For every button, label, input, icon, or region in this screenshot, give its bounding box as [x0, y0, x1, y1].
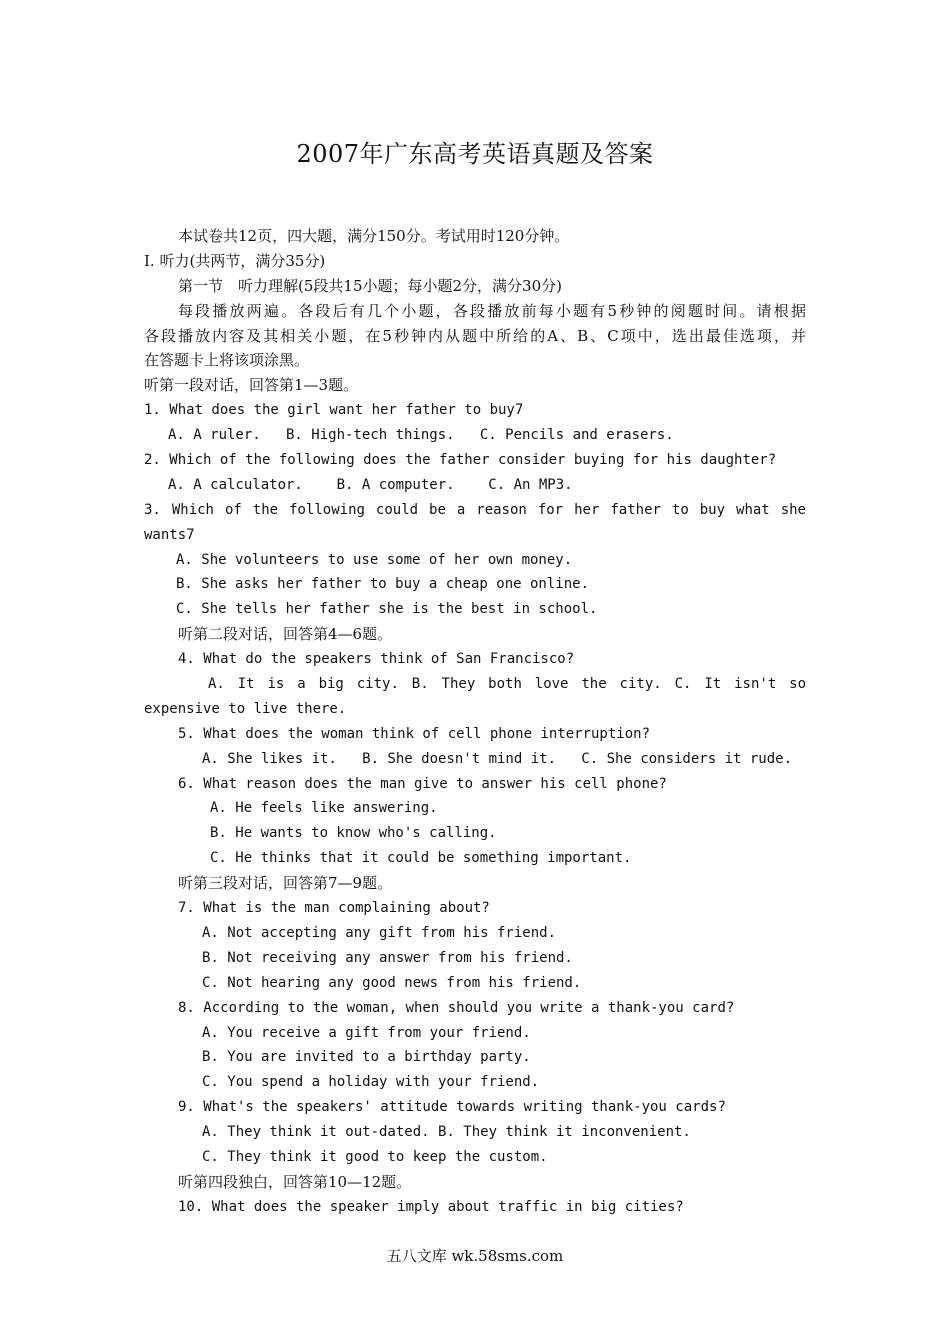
question: 9. What's the speakers' attitude towards writing thank-you cards?: [178, 1099, 726, 1116]
instructions-line: 各段播放内容及其相关小题，在5秒钟内从题中所给的A、B、C项中，选出最佳选项，并: [144, 326, 806, 345]
question: 7. What is the man complaining about?: [178, 900, 490, 917]
question: 4. What do the speakers think of San Francisco?: [178, 651, 575, 668]
footer-watermark: 五八文库 wk.58sms.com: [386, 1247, 564, 1265]
document-body: [144, 224, 806, 1220]
question-option: C. They think it good to keep the custom.: [202, 1148, 548, 1165]
question: 8. According to the woman, when should you write a thank-you card?: [178, 999, 735, 1016]
question-option: B. You are invited to a birthday party.: [202, 1049, 531, 1066]
intro-text: 本试卷共12页，四大题，满分150分。考试用时120分钟。: [178, 227, 570, 245]
monologue-heading: 听第四段独白，回答第10—12题。: [178, 1172, 412, 1191]
question: 5. What does the woman think of cell phone interruption?: [178, 725, 651, 742]
question-options: A. She likes it. B. She doesn't mind it. C. She considers it rude.: [202, 750, 793, 767]
instructions-line: 每段播放两遍。各段后有几个小题，各段播放前每小题有5秒钟的阅题时间。请根据: [178, 301, 806, 320]
question-option: A. Not accepting any gift from his friend.: [202, 924, 557, 941]
question-option: B. She asks her father to buy a cheap one online.: [176, 576, 590, 593]
question-option: C. He thinks that it could be something important.: [210, 850, 632, 867]
question-options: expensive to live there.: [144, 700, 347, 717]
section-heading: I. 听力(共两节，满分35分): [144, 251, 326, 270]
question: 1. What does the girl want her father to buy7: [144, 402, 524, 419]
part-heading: 第一节 听力理解(5段共15小题；每小题2分，满分30分): [178, 276, 562, 295]
question-continuation: wants7: [144, 526, 195, 543]
question-option: C. She tells her father she is the best in school.: [176, 601, 598, 618]
question: 10. What does the speaker imply about traffic in big cities?: [178, 1198, 684, 1215]
question-options: A. It is a big city. B. They both love the city. C. It isn't so: [208, 676, 806, 693]
question: 6. What reason does the man give to answer his cell phone?: [178, 775, 667, 792]
question-options: A. A calculator. B. A computer. C. An MP3.: [168, 476, 573, 493]
question-option: B. He wants to know who's calling.: [210, 825, 497, 842]
question-option: A. You receive a gift from your friend.: [202, 1024, 531, 1041]
question-option: A. She volunteers to use some of her own money.: [176, 551, 573, 568]
dialog-heading: 听第一段对话，回答第1—3题。: [144, 376, 359, 395]
question-option: C. You spend a holiday with your friend.: [202, 1074, 540, 1091]
question: 2. Which of the following does the father consider buying for his daughter?: [144, 452, 777, 469]
instructions-line: 在答题卡上将该项涂黑。: [144, 351, 310, 370]
question-option: C. Not hearing any good news from his friend.: [202, 974, 582, 991]
question-options: A. A ruler. B. High-tech things. C. Pencils and erasers.: [168, 427, 674, 444]
dialog-heading: 听第二段对话，回答第4—6题。: [178, 625, 393, 644]
question: 3. Which of the following could be a reason for her father to buy what she: [144, 501, 806, 518]
question-option: A. He feels like answering.: [210, 800, 438, 817]
page-title: 2007年广东高考英语真题及答案: [296, 140, 654, 168]
dialog-heading: 听第三段对话，回答第7—9题。: [178, 874, 393, 893]
question-option: A. They think it out-dated. B. They think it inconvenient.: [202, 1124, 691, 1141]
question-option: B. Not receiving any answer from his friend.: [202, 949, 573, 966]
